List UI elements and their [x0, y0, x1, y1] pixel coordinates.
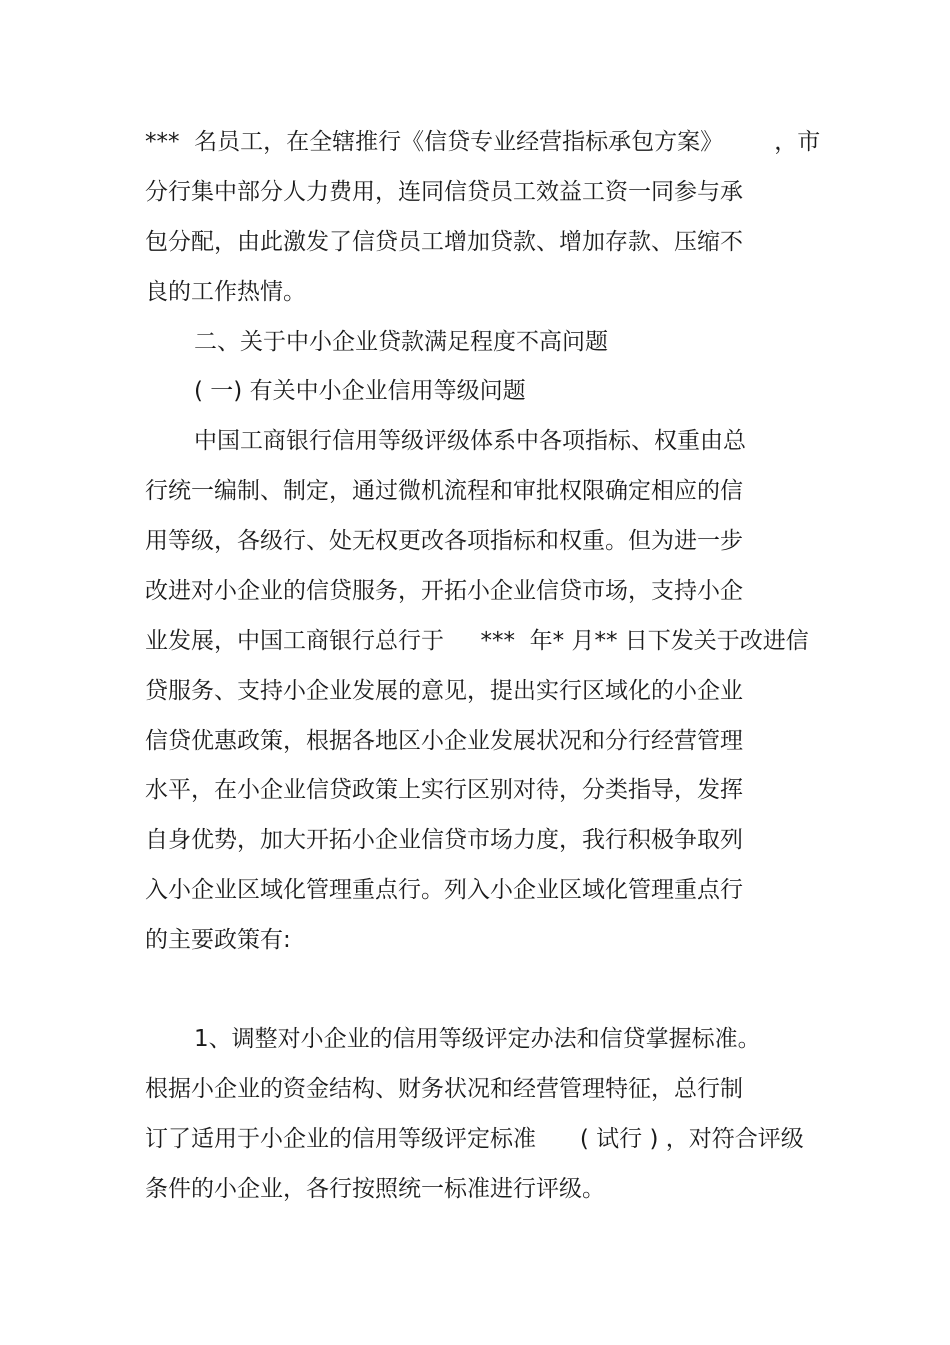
text-line: 条件的小企业，各行按照统一标准进行评级。: [145, 1176, 605, 1202]
text-line: 入小企业区域化管理重点行。列入小企业区域化管理重点行: [145, 877, 743, 903]
list-item-heading: 1、调整对小企业的信用等级评定办法和信贷掌握标准。: [194, 1026, 761, 1052]
text-line: 包分配，由此激发了信贷员工增加贷款、增加存款、压缩不: [145, 229, 743, 255]
text-line: *** 名员工，在全辖推行《信贷专业经营指标承包方案》 ，市: [145, 129, 821, 155]
text-line: 自身优势，加大开拓小企业信贷市场力度，我行积极争取列: [145, 827, 743, 853]
section-heading: 二、关于中小企业贷款满足程度不高问题: [194, 329, 608, 355]
subsection-heading: ( 一) 有关中小企业信用等级问题: [194, 378, 526, 404]
text-line: 订了适用于小企业的信用等级评定标准 ( 试行 ) ，对符合评级: [145, 1126, 804, 1152]
text-line: 的主要政策有:: [145, 927, 291, 953]
text-line: 中国工商银行信用等级评级体系中各项指标、权重由总: [194, 428, 746, 454]
text-line: 信贷优惠政策，根据各地区小企业发展状况和分行经营管理: [145, 728, 743, 754]
text-line: 行统一编制、制定，通过微机流程和审批权限确定相应的信: [145, 478, 743, 504]
text-line: 用等级，各级行、处无权更改各项指标和权重。但为进一步: [145, 528, 743, 554]
text-line: 分行集中部分人力费用，连同信贷员工效益工资一同参与承: [145, 179, 743, 205]
text-line: 贷服务、支持小企业发展的意见，提出实行区域化的小企业: [145, 678, 743, 704]
text-line: 良的工作热情。: [145, 279, 306, 305]
text-line: 根据小企业的资金结构、财务状况和经营管理特征，总行制: [145, 1076, 743, 1102]
text-line: 改进对小企业的信贷服务，开拓小企业信贷市场，支持小企: [145, 578, 743, 604]
text-line: 业发展，中国工商银行总行于 *** 年* 月** 日下发关于改进信: [145, 628, 809, 654]
text-line: 水平，在小企业信贷政策上实行区别对待，分类指导，发挥: [145, 777, 743, 803]
